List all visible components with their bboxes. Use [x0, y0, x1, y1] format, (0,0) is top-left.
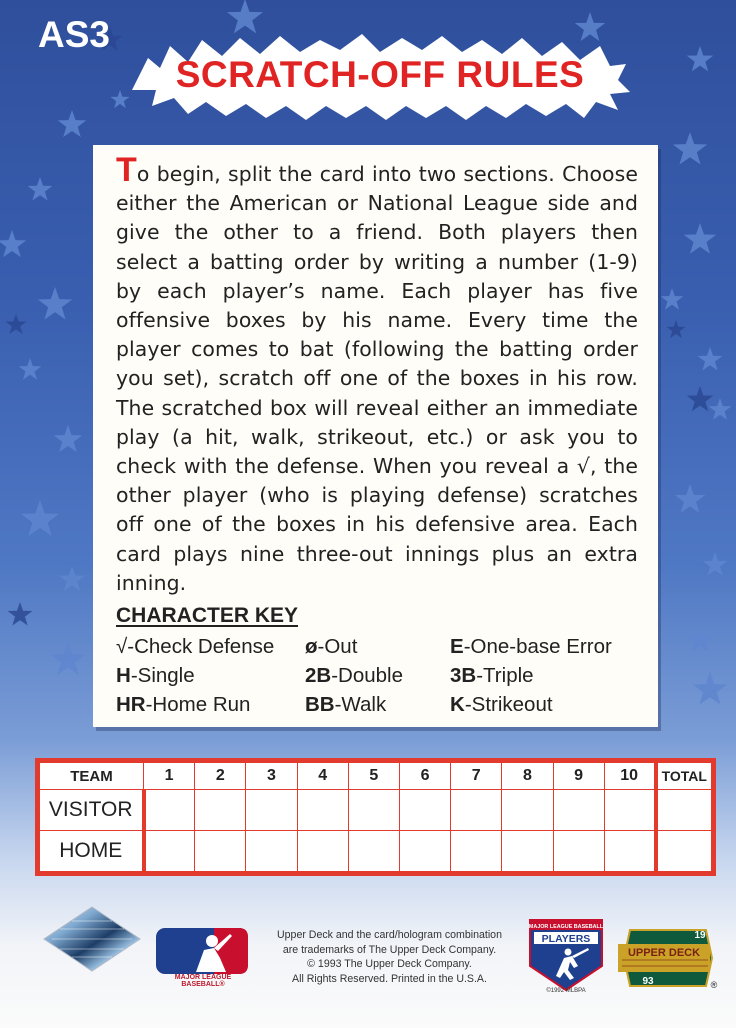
- key-symbol: ø: [305, 635, 318, 658]
- ud-year-top: 19: [694, 930, 706, 941]
- ud-year-bottom: 93: [642, 976, 654, 987]
- score-cell: [348, 831, 399, 872]
- card-title: SCRATCH-OFF RULES: [175, 54, 585, 95]
- key-symbol: HR: [116, 693, 146, 716]
- key-desc: -Strikeout: [464, 693, 553, 716]
- mlbpa-name-text: PLAYERS: [541, 933, 591, 945]
- key-symbol: BB: [305, 693, 335, 716]
- inning-header: 7: [451, 763, 502, 790]
- card-number: AS3: [38, 14, 110, 55]
- inning-header: 2: [195, 763, 246, 790]
- upper-deck-logo: [616, 922, 720, 994]
- score-cell: [144, 790, 195, 831]
- score-cell: [297, 790, 348, 831]
- key-symbol: H: [116, 664, 131, 687]
- key-desc: -One-base Error: [463, 635, 612, 658]
- score-cell: [553, 790, 604, 831]
- scoreboard-header-row: [40, 763, 712, 790]
- inning-header: 4: [297, 763, 348, 790]
- score-cell: [195, 831, 246, 872]
- inning-header: 10: [604, 763, 655, 790]
- score-cell: [399, 831, 450, 872]
- score-cell: [297, 831, 348, 872]
- score-cell: [604, 831, 655, 872]
- key-item-check-defense: [116, 635, 274, 659]
- key-symbol: K: [450, 693, 465, 716]
- legal-line: All Rights Reserved. Printed in the U.S.A.: [292, 972, 487, 985]
- mlb-logo-text: MAJOR LEAGUE BASEBALL®: [174, 974, 232, 988]
- key-item-single: [116, 664, 195, 688]
- score-cell: [195, 790, 246, 831]
- row-label-visitor: VISITOR: [40, 790, 144, 831]
- inning-header: 8: [502, 763, 553, 790]
- key-item-error: [450, 635, 612, 659]
- mlb-logo: [156, 928, 248, 980]
- legal-line: © 1993 The Upper Deck Company.: [307, 958, 472, 970]
- team-header: TEAM: [40, 763, 144, 790]
- legal-text: [262, 928, 517, 986]
- hologram-diamond-logo: [42, 905, 142, 973]
- total-header: TOTAL: [656, 763, 712, 790]
- mlbpa-copyright: ©1992 MLBPA: [546, 988, 586, 994]
- mlbpa-top-text: MAJOR LEAGUE BASEBALL: [528, 924, 604, 930]
- character-key-title: CHARACTER KEY: [116, 604, 299, 627]
- key-item-walk: [305, 693, 386, 717]
- key-desc: -Triple: [476, 664, 534, 687]
- score-cell: [451, 831, 502, 872]
- key-desc: -Check Defense: [127, 635, 275, 658]
- ud-logo-text: UPPER DECK: [627, 947, 701, 959]
- score-cell: [246, 790, 297, 831]
- row-label-home: HOME: [40, 831, 144, 872]
- score-cell: [553, 831, 604, 872]
- inning-header: 3: [246, 763, 297, 790]
- key-item-home-run: [116, 693, 250, 717]
- key-item-strikeout: [450, 693, 553, 717]
- legal-line: Upper Deck and the card/hologram combination: [277, 929, 502, 941]
- score-cell: [502, 790, 553, 831]
- rules-body: o begin, split the card into two sections. Choose either the American or National League side and give the other to a friend. Both players then select a batting order by writing a number (1-9) by each player’s name. Each player has five offensive boxes by his name. Every time the player comes to bat (following the batting order you set), scratch off one of the boxes in his row. The scratched box will reveal either an immediate play (a hit, walk, strikeout, etc.) or ask you to check with the defense. When you reveal a √, the other player (who is playing defense) scratches off one of the boxes in his defensive area. Each card plays nine three-out innings plus an extra inning.: [116, 162, 638, 595]
- score-cell: [246, 831, 297, 872]
- key-symbol: √: [116, 635, 128, 658]
- score-cell: [144, 831, 195, 872]
- total-cell: [656, 831, 712, 872]
- key-desc: -Walk: [334, 693, 387, 716]
- inning-header: 5: [348, 763, 399, 790]
- scoreboard: [35, 758, 716, 876]
- key-item-triple: [450, 664, 534, 688]
- total-cell: [656, 790, 712, 831]
- inning-header: 9: [553, 763, 604, 790]
- rules-dropcap: T: [116, 151, 137, 189]
- score-cell: [399, 790, 450, 831]
- key-desc: -Home Run: [145, 693, 251, 716]
- key-symbol: 2B: [305, 664, 332, 687]
- key-item-double: [305, 664, 403, 688]
- key-desc: -Double: [331, 664, 404, 687]
- score-cell: [451, 790, 502, 831]
- key-item-out: [305, 635, 357, 659]
- inning-header: 1: [144, 763, 195, 790]
- key-desc: -Single: [130, 664, 195, 687]
- key-symbol: E: [450, 635, 464, 658]
- scoreboard-table: [39, 762, 712, 872]
- legal-line: are trademarks of The Upper Deck Company.: [282, 943, 497, 956]
- scoreboard-row-home: [40, 831, 712, 872]
- score-cell: [502, 831, 553, 872]
- score-cell: [604, 790, 655, 831]
- rules-text: [116, 151, 638, 598]
- inning-header: 6: [399, 763, 450, 790]
- registered-mark: ®: [710, 980, 718, 990]
- key-desc: -Out: [317, 635, 358, 658]
- mlbpa-players-logo: [528, 918, 604, 992]
- score-cell: [348, 790, 399, 831]
- scoreboard-row-visitor: [40, 790, 712, 831]
- key-symbol: 3B: [450, 664, 477, 687]
